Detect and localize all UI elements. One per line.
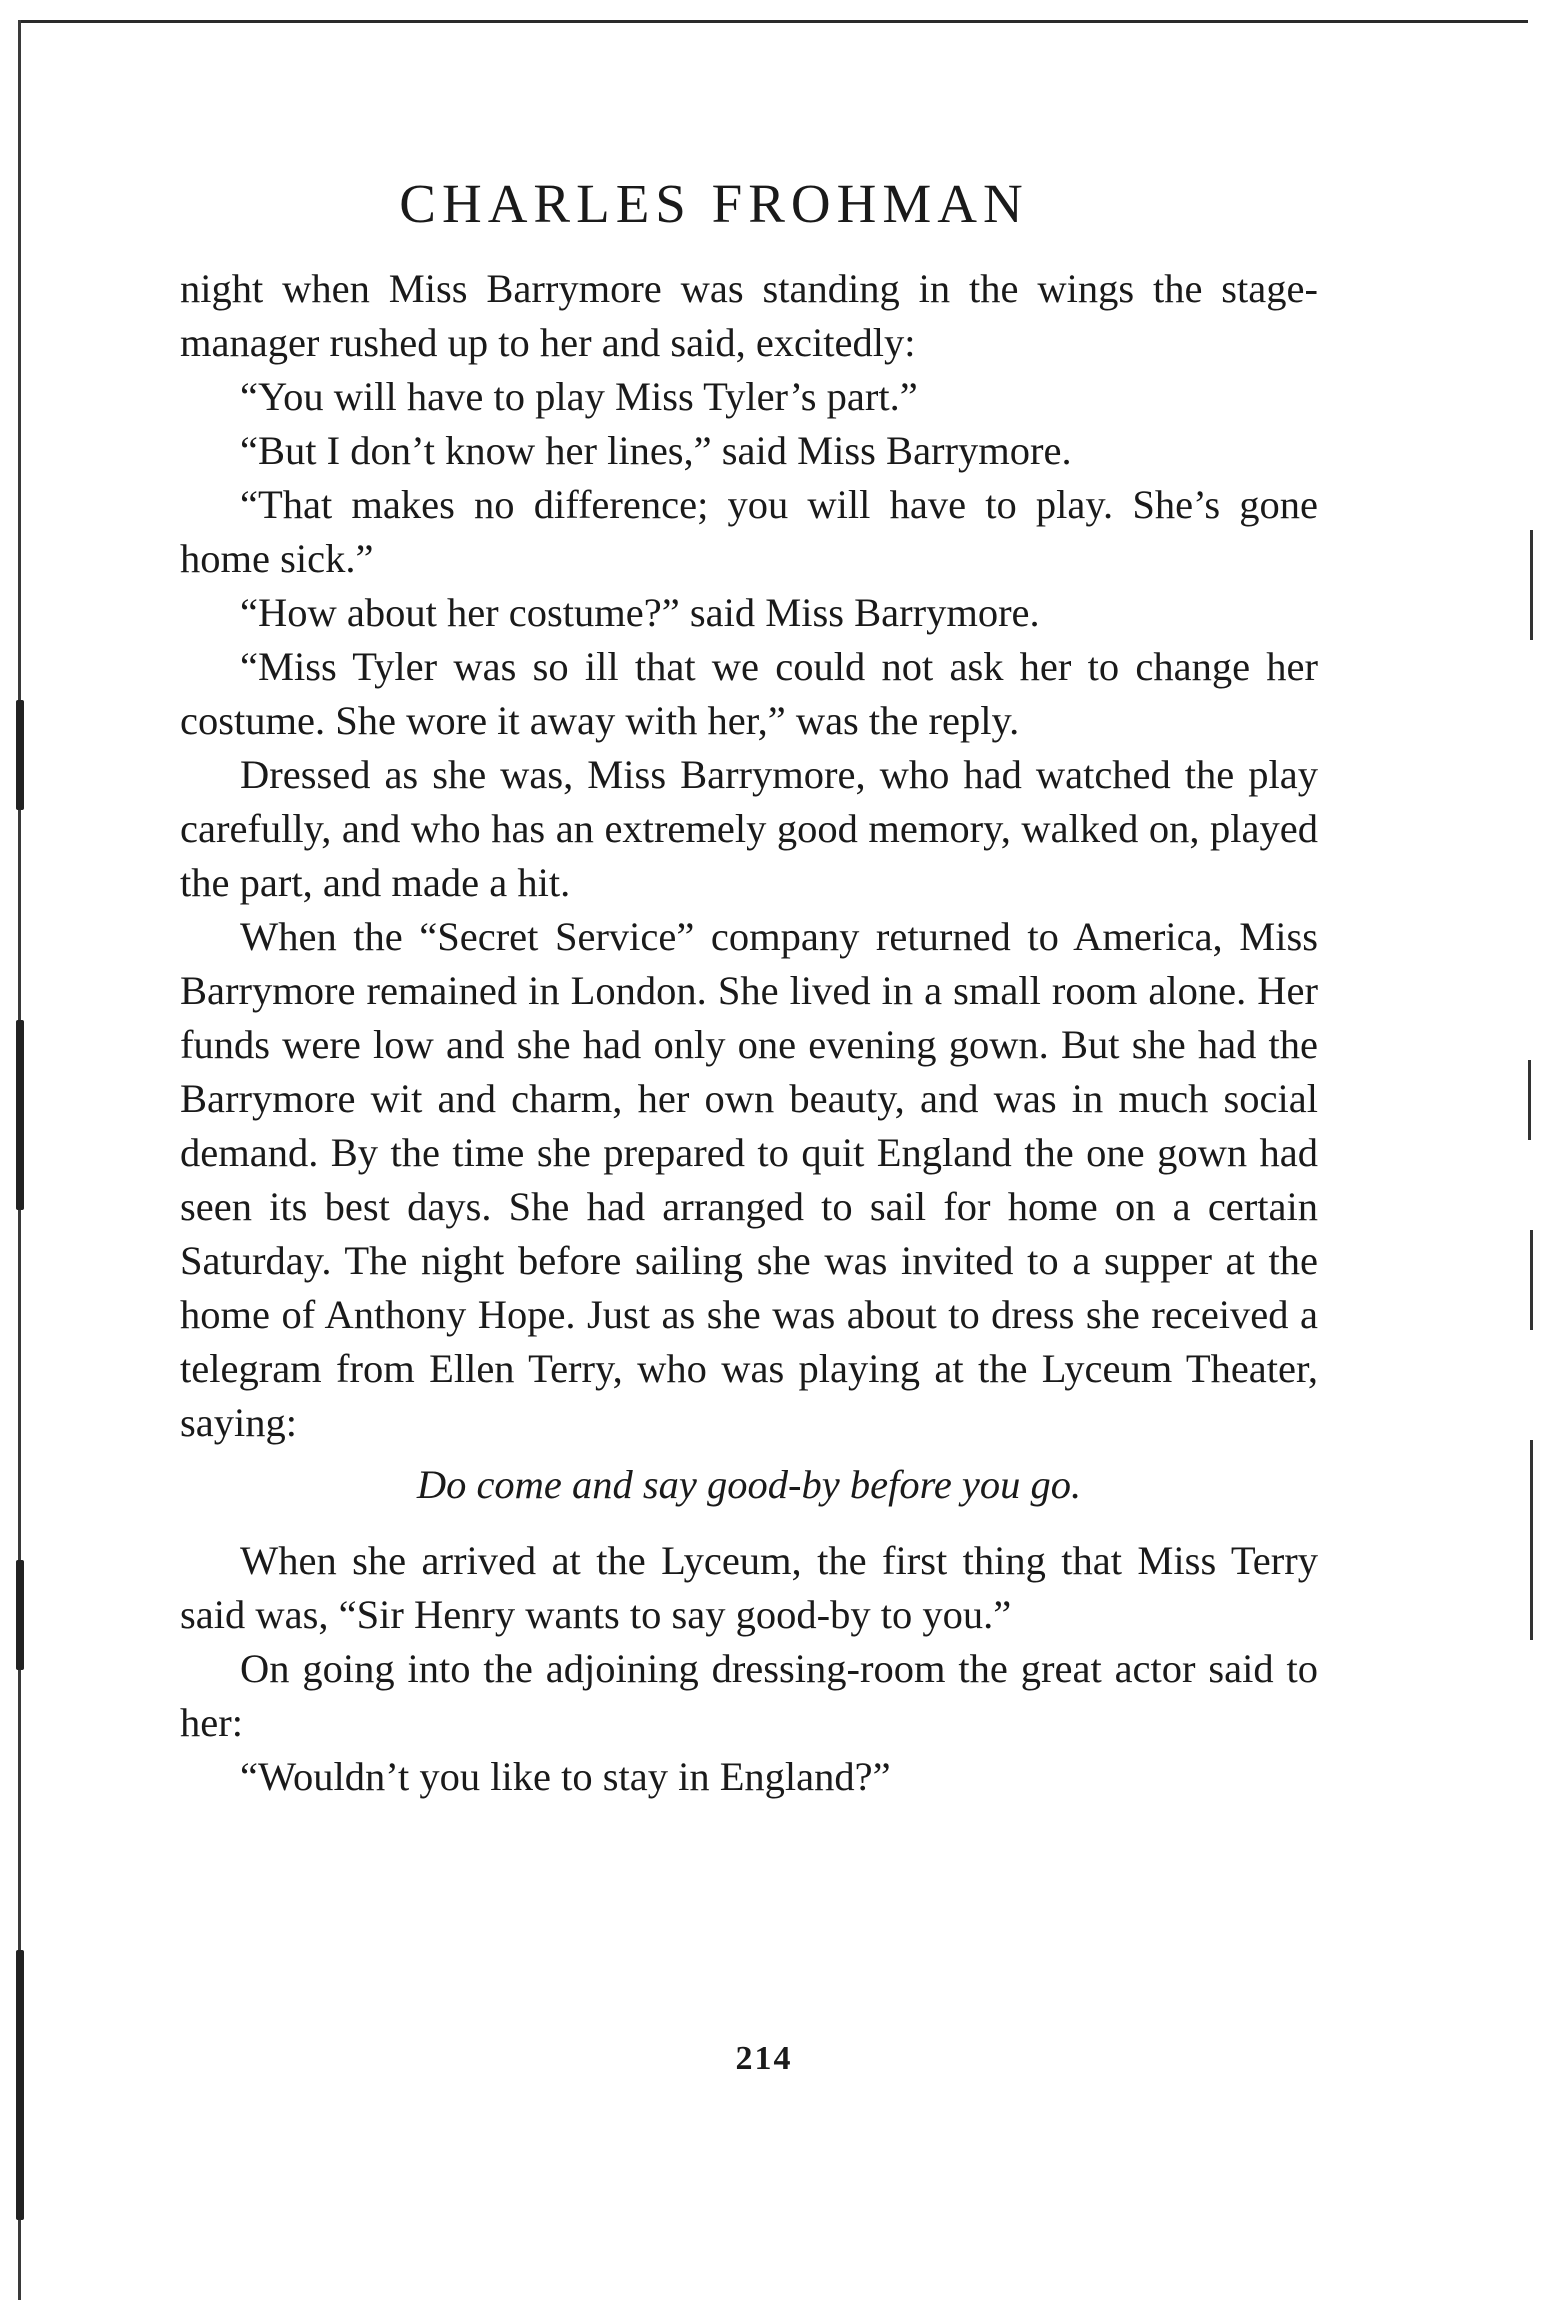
paragraph: night when Miss Barrymore was standing in the wings the stage-manager rushed up to her and said, excitedly: [180, 266, 1318, 365]
scan-edge-mark [1530, 530, 1533, 640]
paragraph: “Miss Tyler was so ill that we could not ask her to change her costume. She wore it away with her,” was the reply. [180, 644, 1318, 743]
paragraph: When the “Secret Service” company returned to America, Miss Barrymore remained in London. She lived in a small room alone. Her funds were low and she had only one evening gown. But she had the Barrymore wit and charm, her own beauty, and was in much social demand. By the time she prepared to quit England the one gown had seen its best days. She had arranged to sail for home on a certain Saturday. The night before sailing she was invited to a supper at the home of Anthony Hope. Just as she was about to dress she received a telegram from Ellen Terry, who was playing at the Lyceum Theater, saying: [180, 914, 1318, 1445]
body-text [180, 262, 1318, 1804]
scan-edge-mark [1530, 1440, 1533, 1640]
paragraph: “Wouldn’t you like to stay in England?” [240, 1754, 891, 1799]
scan-edge-mark [16, 1020, 24, 1210]
paragraph: On going into the adjoining dressing-room the great actor said to her: [180, 1646, 1318, 1745]
paragraph: When she arrived at the Lyceum, the first thing that Miss Terry said was, “Sir Henry wants to say good-by to you.” [180, 1538, 1318, 1637]
scan-edge-mark [16, 700, 24, 810]
paragraph: “That makes no difference; you will have to play. She’s gone home sick.” [180, 482, 1318, 581]
scan-border-top [18, 20, 1528, 23]
running-head: CHARLES FROHMAN [399, 173, 1029, 234]
paragraph: “But I don’t know her lines,” said Miss Barrymore. [240, 428, 1072, 473]
page-number: 214 [735, 2040, 793, 2077]
telegram-quote: Do come and say good-by before you go. [416, 1462, 1082, 1507]
scan-edge-mark [16, 1950, 24, 2220]
scan-edge-mark [1530, 1230, 1533, 1330]
paragraph: Dressed as she was, Miss Barrymore, who had watched the play carefully, and who has an extremely good memory, walked on, played the part, and made a hit. [180, 752, 1318, 905]
paragraph: “How about her costume?” said Miss Barrymore. [240, 590, 1040, 635]
scan-edge-mark [1528, 1060, 1531, 1140]
scan-edge-mark [16, 1560, 24, 1670]
paragraph: “You will have to play Miss Tyler’s part.” [240, 374, 918, 419]
